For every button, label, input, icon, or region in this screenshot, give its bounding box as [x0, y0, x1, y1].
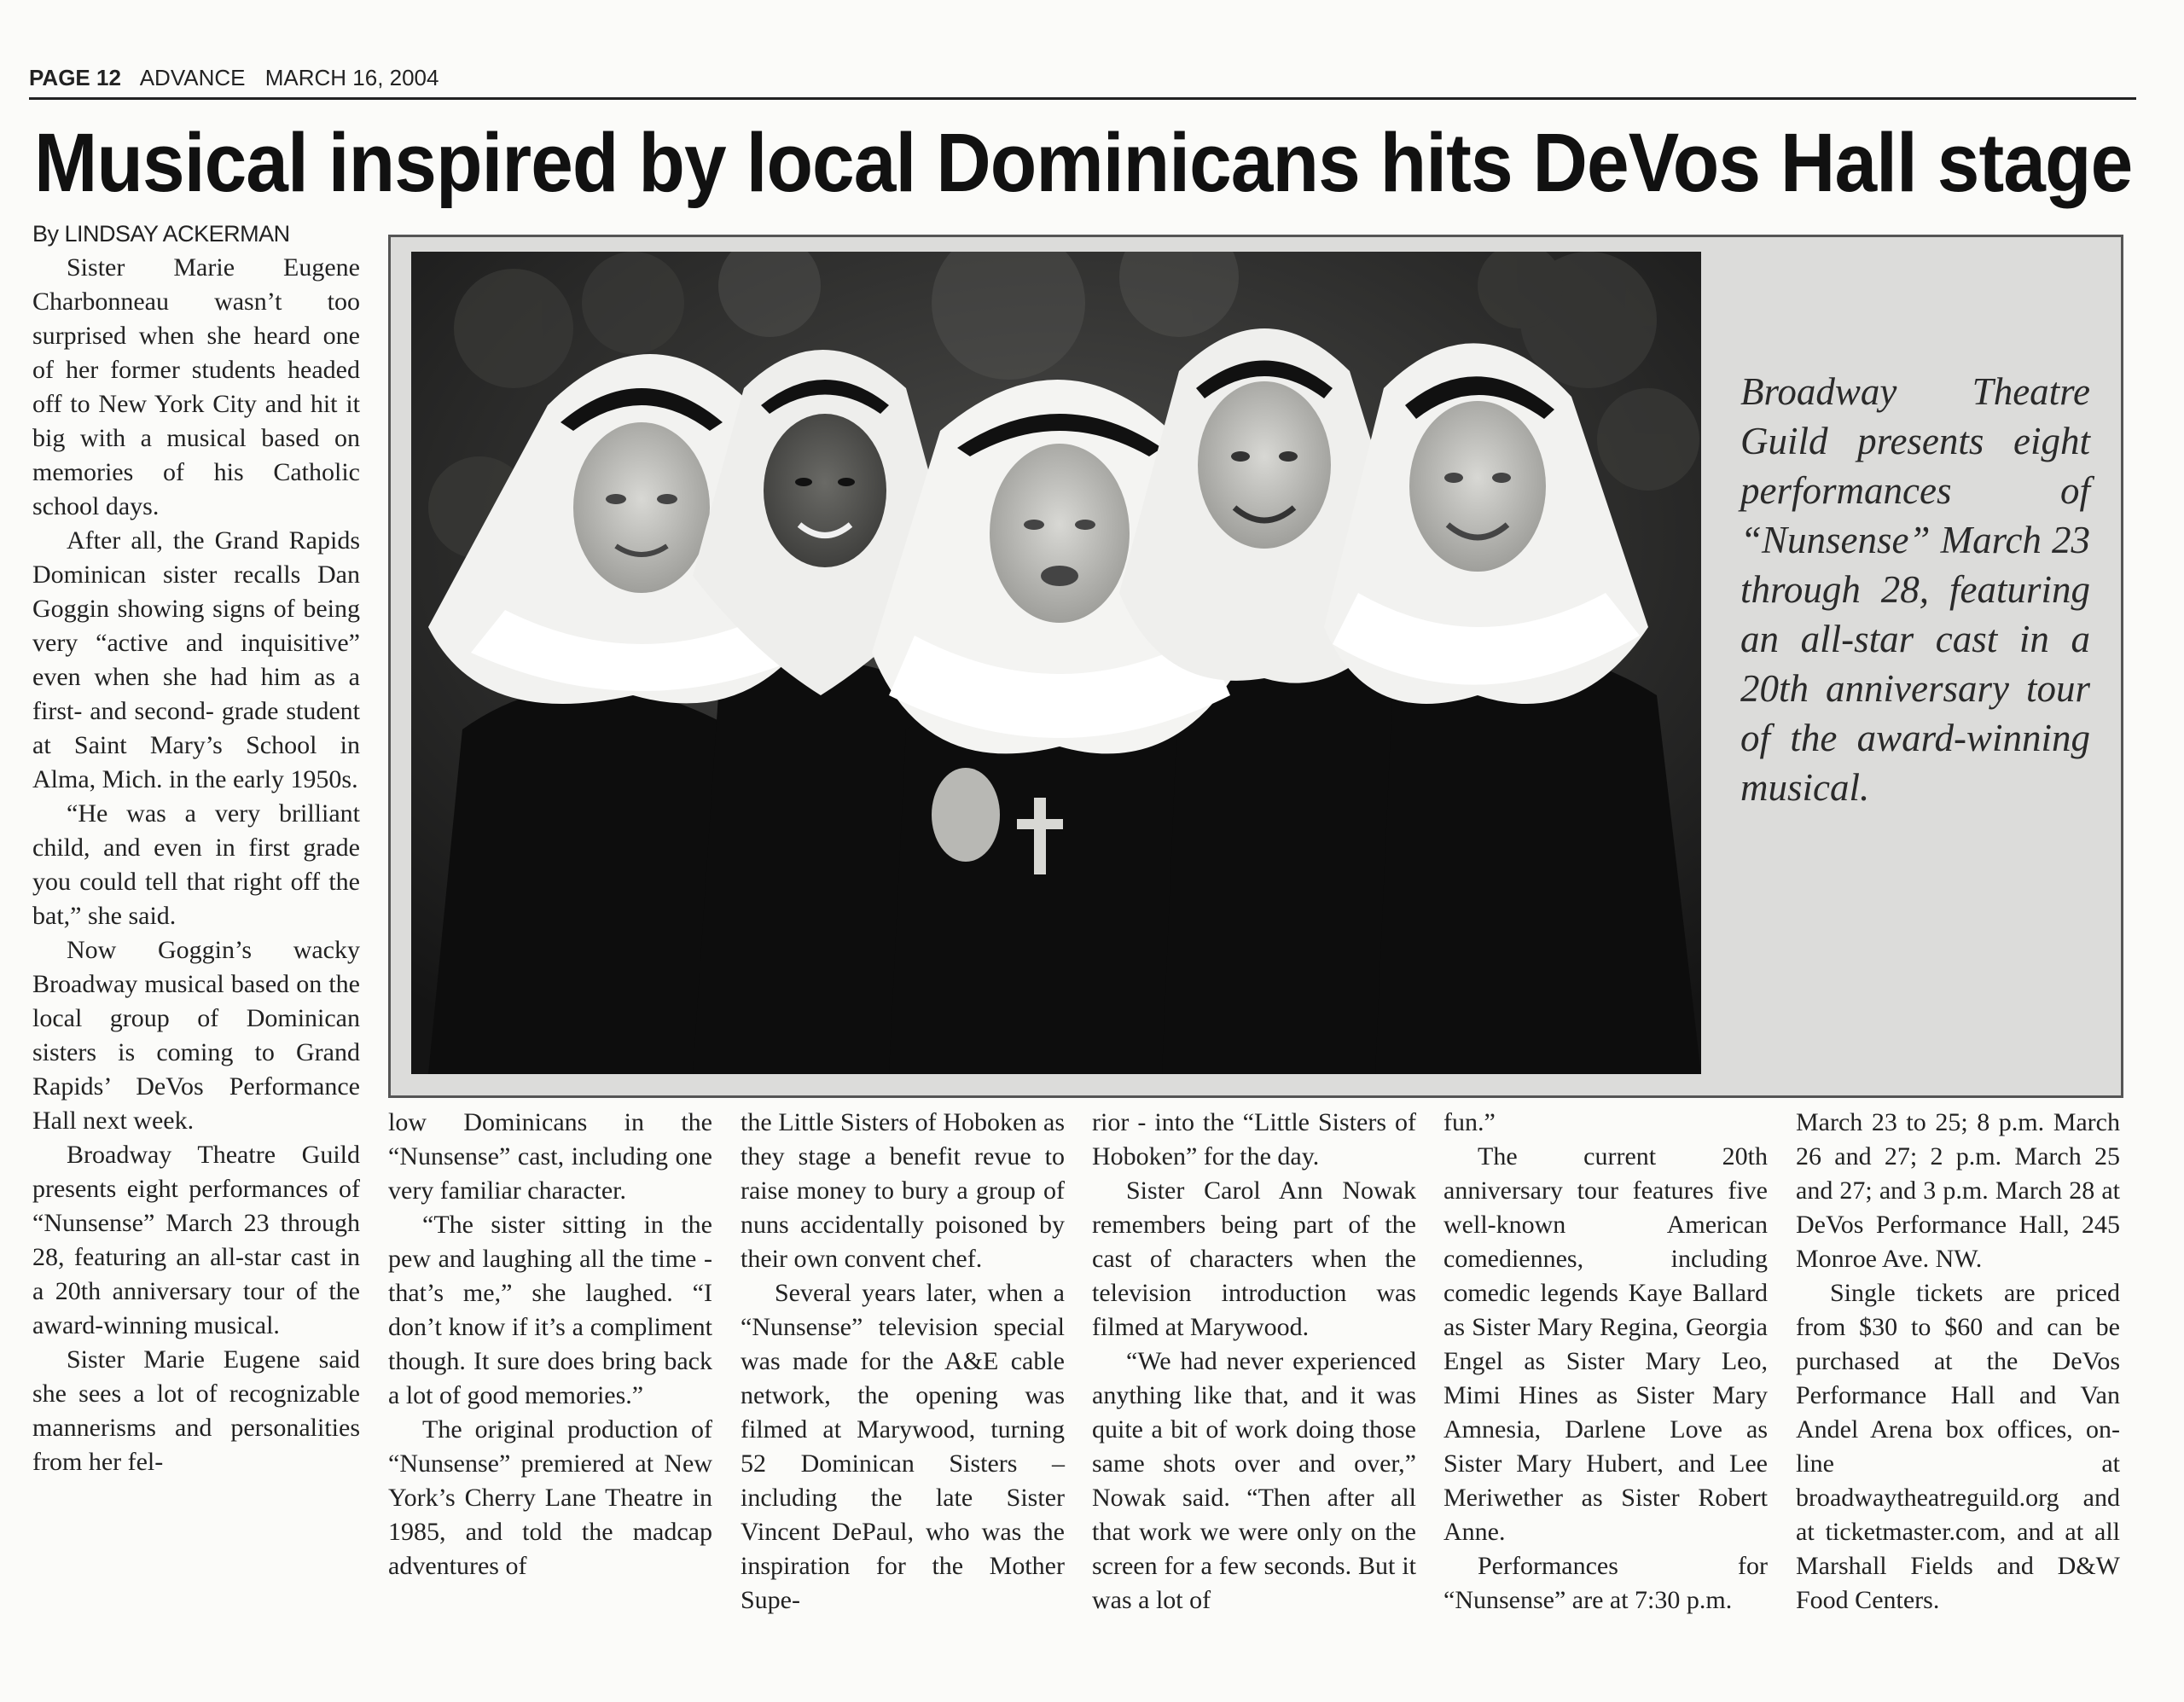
paragraph: After all, the Grand Rapids Dominican sister recalls Dan Goggin showing signs of being very “active and inquisitive” even when she had him as a first- and second- grade student at Saint Mary’s School in Alma, Mich. in the early 1950s.	[32, 526, 360, 793]
article-column-4	[1092, 1106, 1416, 1618]
paper-name: ADVANCE	[139, 65, 246, 90]
folio-line	[29, 63, 2136, 92]
byline: By LINDSAY ACKERMAN	[32, 221, 290, 247]
paragraph: Single tickets are priced from $30 to $60 and can be purchased at the DeVos Performance Hall and Van Andel Arena box offices, on-line at broadwaytheatreguild.org and at ticketmaster.com, and at all Marshall Fields and D&W Food Centers.	[1796, 1279, 2120, 1614]
paragraph: Now Goggin’s wacky Broadway musical based on the local group of Dominican sisters is coming to Grand Rapids’ DeVos Performance Hall next week.	[32, 936, 360, 1135]
paragraph: low Dominicans in the “Nunsense” cast, including one very familiar character.	[388, 1108, 712, 1205]
headline: Musical inspired by local Dominicans hits DeVos Hall stage	[34, 116, 2133, 209]
paragraph: Broadway Theatre Guild presents eight performances of “Nunsense” March 23 through 28, featuring an all-star cast in a 20th anniversary tour of the award-winning musical.	[32, 1141, 360, 1339]
paragraph: Sister Carol Ann Nowak remembers being part of the cast of characters when the television introduction was filmed at Marywood.	[1092, 1176, 1416, 1341]
paragraph: Performances for “Nunsense” are at 7:30 p.m.	[1443, 1552, 1768, 1614]
nuns-photo	[411, 252, 1701, 1074]
photo-caption: Broadway Theatre Guild presents eight performances of “Nunsense” March 23 through 28, featuring an all-star cast in a 20th anniversary tour of the award-winning musical.	[1740, 370, 2090, 809]
issue-date: MARCH 16, 2004	[264, 65, 439, 90]
paragraph: The original production of “Nunsense” premiered at New York’s Cherry Lane Theatre in 1985, and told the madcap adventures of	[388, 1415, 712, 1580]
top-rule	[29, 97, 2136, 100]
article-column-1	[32, 217, 360, 1479]
paragraph: Sister Marie Eugene said she sees a lot of recognizable mannerisms and personalities from her fel-	[32, 1345, 360, 1476]
paragraph: The current 20th anniversary tour features five well-known American comediennes, including comedic legends Kaye Ballard as Sister Mary Regina, Georgia Engel as Sister Mary Leo, Mimi Hines as Sister Mary Amnesia, Darlene Love as Sister Mary Hubert, and Lee Meriwether as Sister Robert Anne.	[1443, 1142, 1768, 1546]
paragraph: rior - into the “Little Sisters of Hoboken” for the day.	[1092, 1108, 1416, 1170]
page-number: PAGE 12	[29, 65, 121, 90]
paragraph: Sister Marie Eugene Charbonneau wasn’t too surprised when she heard one of her former students headed off to New York City and hit it big with a musical based on memories of his Catholic school days.	[32, 253, 360, 520]
paragraph: fun.”	[1443, 1108, 1496, 1136]
article-column-5	[1443, 1106, 1768, 1618]
paragraph: the Little Sisters of Hoboken as they stage a benefit revue to raise money to bury a group of nuns accidentally poisoned by their own convent chef.	[741, 1108, 1065, 1273]
paragraph: “The sister sitting in the pew and laughing all the time -that’s me,” she laughed. “I don’t know if it’s a compliment though. It sure does bring back a lot of good memories.”	[388, 1211, 712, 1409]
article-column-2	[388, 1106, 712, 1583]
article-column-6	[1796, 1106, 2120, 1618]
paragraph: Several years later, when a “Nunsense” television special was made for the A&E cable network, the opening was filmed at Marywood, turning 52 Dominican Sisters –including the late Sister Vincent DePaul, who was the inspiration for the Mother Supe-	[741, 1279, 1065, 1614]
paragraph: “He was a very brilliant child, and even in first grade you could tell that right off the bat,” she said.	[32, 799, 360, 930]
paragraph: “We had never experienced anything like that, and it was quite a bit of work doing those same shots over and over,” Nowak said. “Then after all that work we were only on the screen for a few seconds. But it was a lot of	[1092, 1347, 1416, 1614]
article-column-3	[741, 1106, 1065, 1618]
photo-illustration	[411, 252, 1701, 1074]
paragraph: March 23 to 25; 8 p.m. March 26 and 27; 2 p.m. March 25 and 27; and 3 p.m. March 28 at DeVos Performance Hall, 245 Monroe Ave. NW.	[1796, 1108, 2120, 1273]
